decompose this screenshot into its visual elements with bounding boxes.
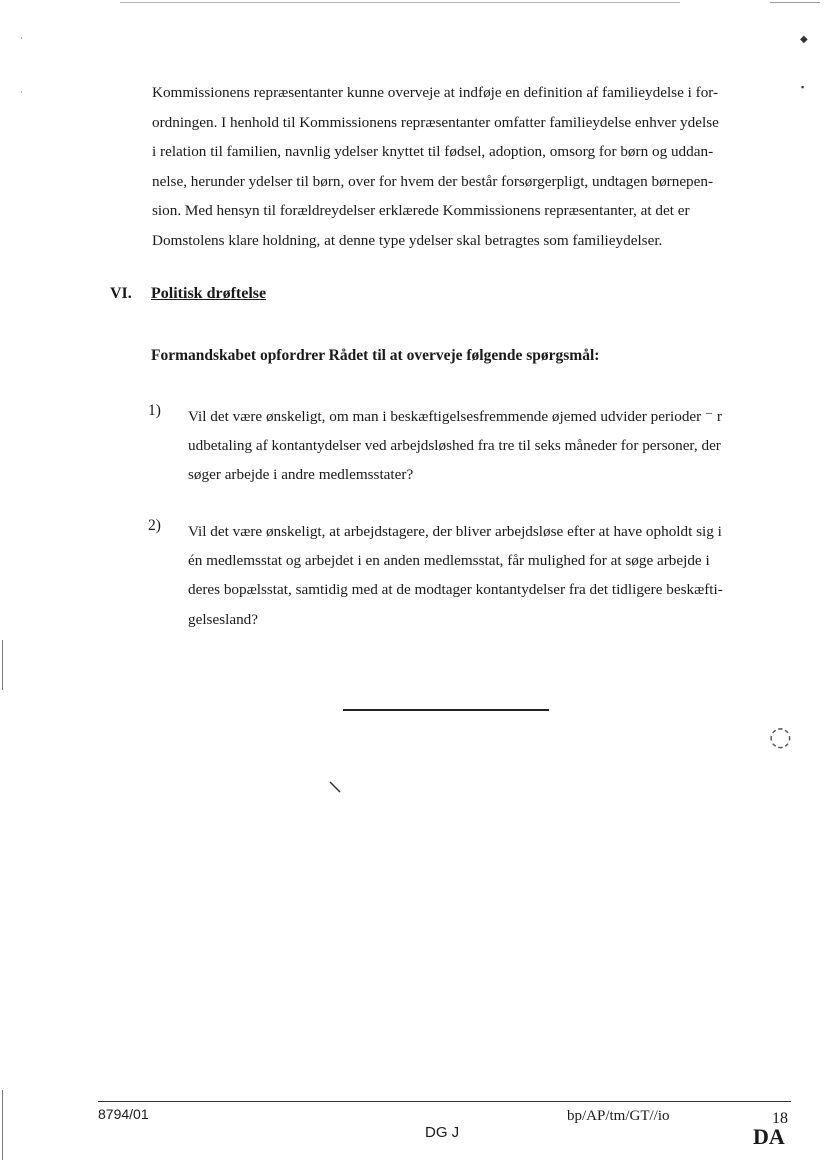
question-line: udbetaling af kontantydelser ved arbejdsløshed fra tre til seks måneder for personer, der bbox=[188, 437, 721, 455]
question-line: gelsesland? bbox=[188, 610, 259, 628]
question-text bbox=[188, 517, 793, 634]
top-edge-line bbox=[120, 2, 680, 3]
question-line: Vil det være ønskeligt, at arbejdstagere, der bliver arbejdsløse efter at have opholdt sig i bbox=[188, 523, 722, 540]
paragraph-line: sion. Med hensyn til forældreydelser erklærede Kommissionens repræsentanter, at det er bbox=[152, 202, 690, 220]
question-number: 1) bbox=[148, 402, 161, 419]
question-line: deres bopælsstat, samtidig med at de modtager kontantydelser fra det tidligere beskæfti- bbox=[188, 581, 723, 599]
question-line: søger arbejde i andre medlemsstater? bbox=[188, 466, 414, 484]
question-text bbox=[188, 402, 793, 490]
margin-line bbox=[2, 1090, 3, 1160]
scan-speck: · bbox=[20, 88, 23, 97]
question-line: én medlemsstat og arbejdet i en anden medlemsstat, får mulighed for at søge arbejde i bbox=[188, 552, 710, 570]
paragraph-line: Domstolens klare holdning, at denne type ydelser skal betragtes som familieydelser. bbox=[152, 231, 663, 249]
question-line: Vil det være ønskeligt, om man i beskæftigelsesfremmende øjemed udvider perioder ⁻ r bbox=[188, 408, 722, 425]
paragraph-line: ordningen. I henhold til Kommissionens repræsentanter omfatter familieydelse enhver ydelse bbox=[152, 113, 719, 131]
directorate-label: DG J bbox=[425, 1124, 460, 1141]
page-number: 18 bbox=[772, 1110, 788, 1127]
top-edge-line-right bbox=[770, 2, 820, 3]
scan-speck: ◆ bbox=[800, 34, 808, 45]
footer-rule bbox=[98, 1101, 791, 1102]
margin-line bbox=[2, 640, 3, 690]
scan-speck: ▪ bbox=[801, 82, 805, 92]
stray-mark-icon bbox=[328, 780, 342, 794]
reference-code: bp/AP/tm/GT//io bbox=[567, 1108, 670, 1124]
punch-hole-icon: ◌ bbox=[769, 722, 792, 752]
question-number: 2) bbox=[148, 517, 161, 534]
intro-paragraph bbox=[152, 78, 792, 256]
scan-speck: · bbox=[20, 34, 23, 43]
paragraph-line: Kommissionens repræsentanter kunne overveje at indføje en definition af familieydelse i for- bbox=[152, 84, 719, 101]
document-number: 8794/01 bbox=[98, 1106, 149, 1122]
section-title: Politisk drøftelse bbox=[151, 285, 267, 302]
lead-text: Formandskabet opfordrer Rådet til at overveje følgende spørgsmål: bbox=[151, 347, 600, 364]
section-number: VI. bbox=[110, 285, 132, 302]
language-code: DA bbox=[753, 1124, 785, 1149]
end-separator-line bbox=[343, 709, 549, 711]
paragraph-line: nelse, herunder ydelser til børn, over for hvem der består forsørgerpligt, undtagen børnepen- bbox=[152, 172, 714, 190]
paragraph-line: i relation til familien, navnlig ydelser knyttet til fødsel, adoption, omsorg for børn og uddan- bbox=[152, 143, 714, 161]
